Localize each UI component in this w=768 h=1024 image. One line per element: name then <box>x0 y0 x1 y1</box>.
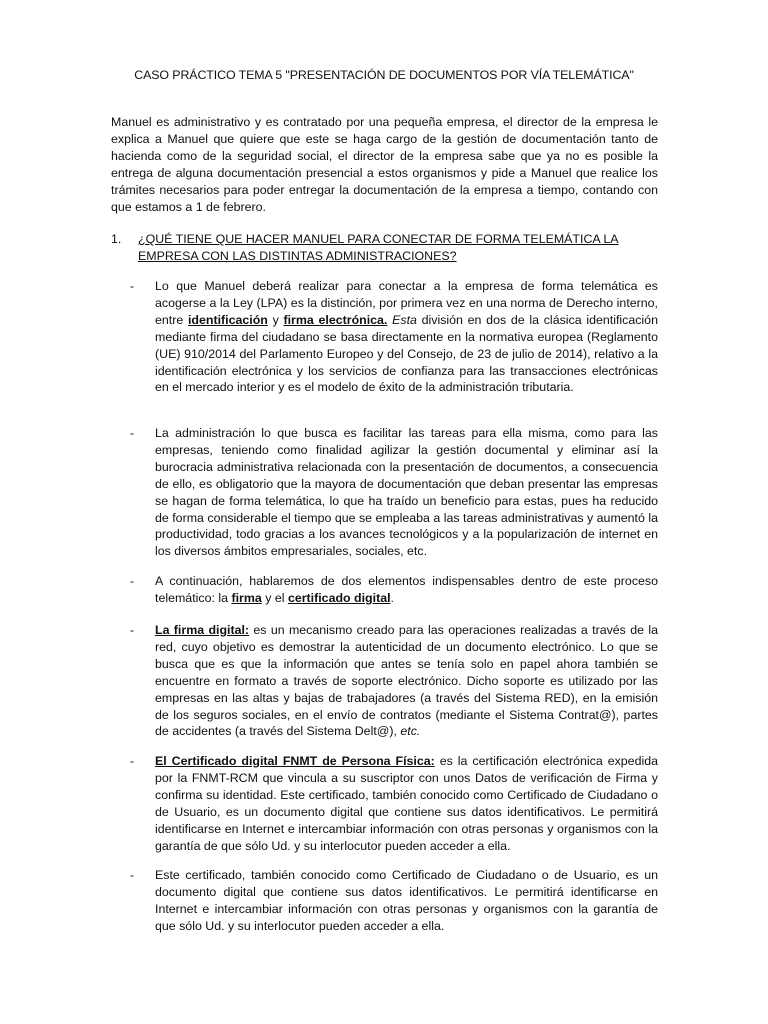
intro-paragraph: Manuel es administrativo y es contratado por una pequeña empresa, el director de la empresa le explica a Manuel que quiere que este se haga cargo de la gestión de documentación tanto de hacienda como de la seguridad social, el director de la empresa sabe que ya no es posible la entrega de alguna documentación presencial a estos organismos y pide a Manuel que realice los trámites necesarios para poder entregar la documentación de la empresa a tiempo, contando con que estamos a 1 de febrero. <box>111 115 658 214</box>
bullet-dash: - <box>130 574 135 588</box>
term-certificado-digital: certificado digital <box>287 590 391 605</box>
question-heading <box>111 231 658 265</box>
question-text: ¿QUÉ TIENE QUE HACER MANUEL PARA CONECTAR DE FORMA TELEMÁTICA LA EMPRESA CON LAS DISTINTAS ADMINISTRACIONES? <box>138 232 619 263</box>
term-firma: firma <box>231 590 262 605</box>
list-item-text: Este certificado, también conocido como Certificado de Ciudadano o de Usuario, es un documento digital que contiene sus datos identificativos. Le permitirá identificarse en Internet e intercambiar información con otras personas y organismos con la garantía de que sólo Ud. y su interlocutor pueden acceder a ella. <box>155 868 658 933</box>
term-identificacion: identificación <box>187 312 268 327</box>
term-la-firma-digital: La firma digital: <box>155 623 250 637</box>
list-item-text: La administración lo que busca es facilitar las tareas para ella misma, como para las empresas, teniendo como finalidad agilizar la gestión documental y eliminar así la burocracia administrativa relacionada con la presentación de documentos, a consecuencia de ello, es obligatorio que la mayora de documentación que deban presentar las empresas se hagan de forma telemática, lo que ha traído un beneficio para estas, pues ha reducido de forma considerable el tiempo que se empleaba a las tareas administrativas y aumentó la productividad, todo gracias a los avances tecnológicos y a la popularización de internet en los diversos ámbitos empresariales, sociales, etc. <box>155 426 658 559</box>
bullet-dash: - <box>130 754 135 768</box>
list-item-text: El Certificado digital FNMT de Persona Física: es la certificación electrónica expedida por la FNMT-RCM que vincula a su suscriptor con unos Datos de verificación de Firma y confirma su identidad. Este certificado, también conocido como Certificado de Ciudadano o de Usuario, es un documento digital que contiene sus datos identificativos. Le permitirá identificarse en Internet e intercambiar información con otras personas y organismos con la garantía de que sólo Ud. y su interlocutor pueden acceder a ella. <box>155 754 658 853</box>
question-number: 1. <box>111 232 122 246</box>
list-item-text: Lo que Manuel deberá realizar para conectar a la empresa de forma telemática es acogerse a la Ley (LPA) es la distinción, por primera vez en una norma de Derecho interno, entre identificación y firma electrónica. Esta división en dos de la clásica identificación mediante firma del ciudadano se basa directamente en la normativa europea (Reglamento (UE) 910/2014 del Parlamento Europeo y del Consejo, de 23 de julio de 2014), relativo a la identificación electrónica y los servicios de confianza para las transacciones electrónicas en el mercado interior y es el modelo de éxito de la administración tributaria. <box>155 279 658 395</box>
bullet-dash: - <box>130 868 135 882</box>
bullet-dash: - <box>130 426 135 440</box>
list-item <box>130 753 658 854</box>
list-item-text: A continuación, hablaremos de dos elementos indispensables dentro de este proceso telemático: la firma y el certificado digital. <box>155 574 658 605</box>
list-item <box>130 622 658 740</box>
document-title: CASO PRÁCTICO TEMA 5 "PRESENTACIÓN DE DOCUMENTOS POR VÍA TELEMÁTICA" <box>134 68 634 82</box>
list-item <box>130 278 658 396</box>
bullet-dash: - <box>130 279 135 293</box>
list-item <box>130 573 658 607</box>
list-item-text: La firma digital: es un mecanismo creado para las operaciones realizadas a través de la red, cuyo objetivo es demostrar la autenticidad de un documento electrónico. Lo que se busca que es que la información que antes se tenía solo en papel ahora también se encuentre en formato a través de soporte electrónico. Dicho soporte es utilizado por las empresas en las altas y bajas de trabajadores (a través del Sistema RED), en la emisión de los seguros sociales, en el envío de contratos (mediante el Sistema Contrat@), partes de accidentes (a través del Sistema Delt@), etc. <box>155 623 658 739</box>
term-certificado-fnmt: El Certificado digital FNMT de Persona Física: <box>155 754 435 768</box>
bullet-dash: - <box>130 623 135 637</box>
term-firma-electronica: firma electrónica. <box>283 312 388 327</box>
list-item <box>130 425 658 560</box>
list-item <box>130 867 658 935</box>
